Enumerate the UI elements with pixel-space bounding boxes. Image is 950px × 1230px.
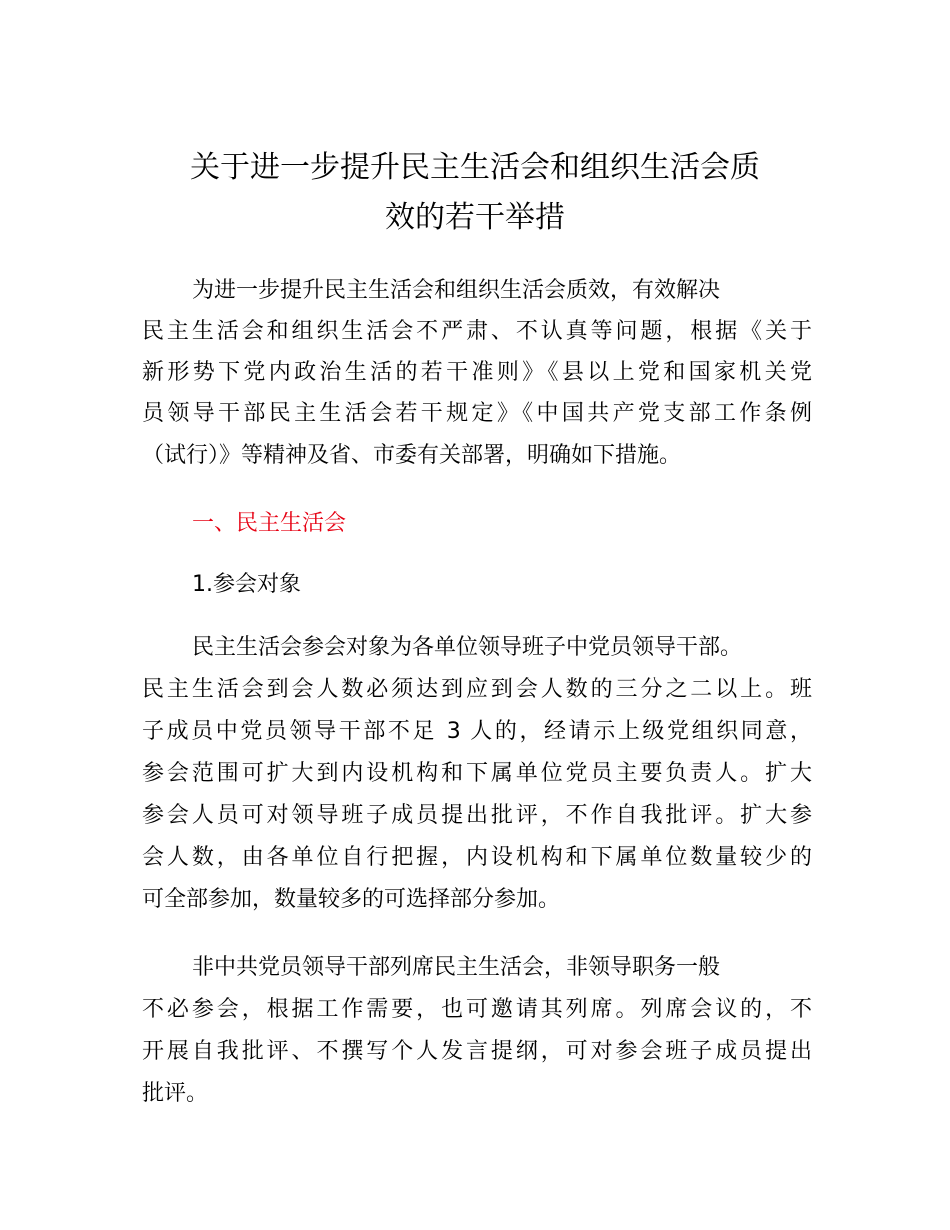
paragraph-line: 会人数，由各单位自行把握，内设机构和下属单位数量较少的 [142,845,812,870]
paragraph-line: 非中共党员领导干部列席民主生活会，非领导职务一般 [192,955,721,980]
paragraph-line: 开展自我批评、不撰写个人发言提纲，可对参会班子成员提出 [142,1039,812,1064]
document-title-line-2: 效的若干举措 [385,200,565,235]
paragraph-line: 民主生活会到会人数必须达到应到会人数的三分之二以上。班 [142,677,812,702]
paragraph-line: 可全部参加，数量较多的可选择部分参加。 [142,887,561,912]
intro-line: 为进一步提升民主生活会和组织生活会质效，有效解决 [192,278,721,303]
intro-line: （试行）》等精神及省、市委有关部署，明确如下措施。 [142,443,682,468]
paragraph-line: 子成员中党员领导干部不足 3 人的，经请示上级党组织同意， [142,719,812,744]
document-title-line-1: 关于进一步提升民主生活会和组织生活会质 [190,150,760,185]
intro-line: 新形势下党内政治生活的若干准则》《县以上党和国家机关党 [142,360,812,385]
paragraph-line: 民主生活会参会对象为各单位领导班子中党员领导干部。 [192,635,743,660]
paragraph-line: 不必参会，根据工作需要，也可邀请其列席。列席会议的，不 [142,997,812,1022]
intro-line: 员领导干部民主生活会若干规定》《中国共产党支部工作条例 [142,401,812,426]
paragraph-line: 参会人员可对领导班子成员提出批评，不作自我批评。扩大参 [142,803,812,828]
subheading: 1.参会对象 [192,572,301,597]
paragraph-line: 批评。 [142,1081,209,1106]
section-heading: 一、民主生活会 [192,511,347,536]
intro-line: 民主生活会和组织生活会不严肃、不认真等问题，根据《关于 [142,319,812,344]
paragraph-line: 参会范围可扩大到内设机构和下属单位党员主要负责人。扩大 [142,761,812,786]
